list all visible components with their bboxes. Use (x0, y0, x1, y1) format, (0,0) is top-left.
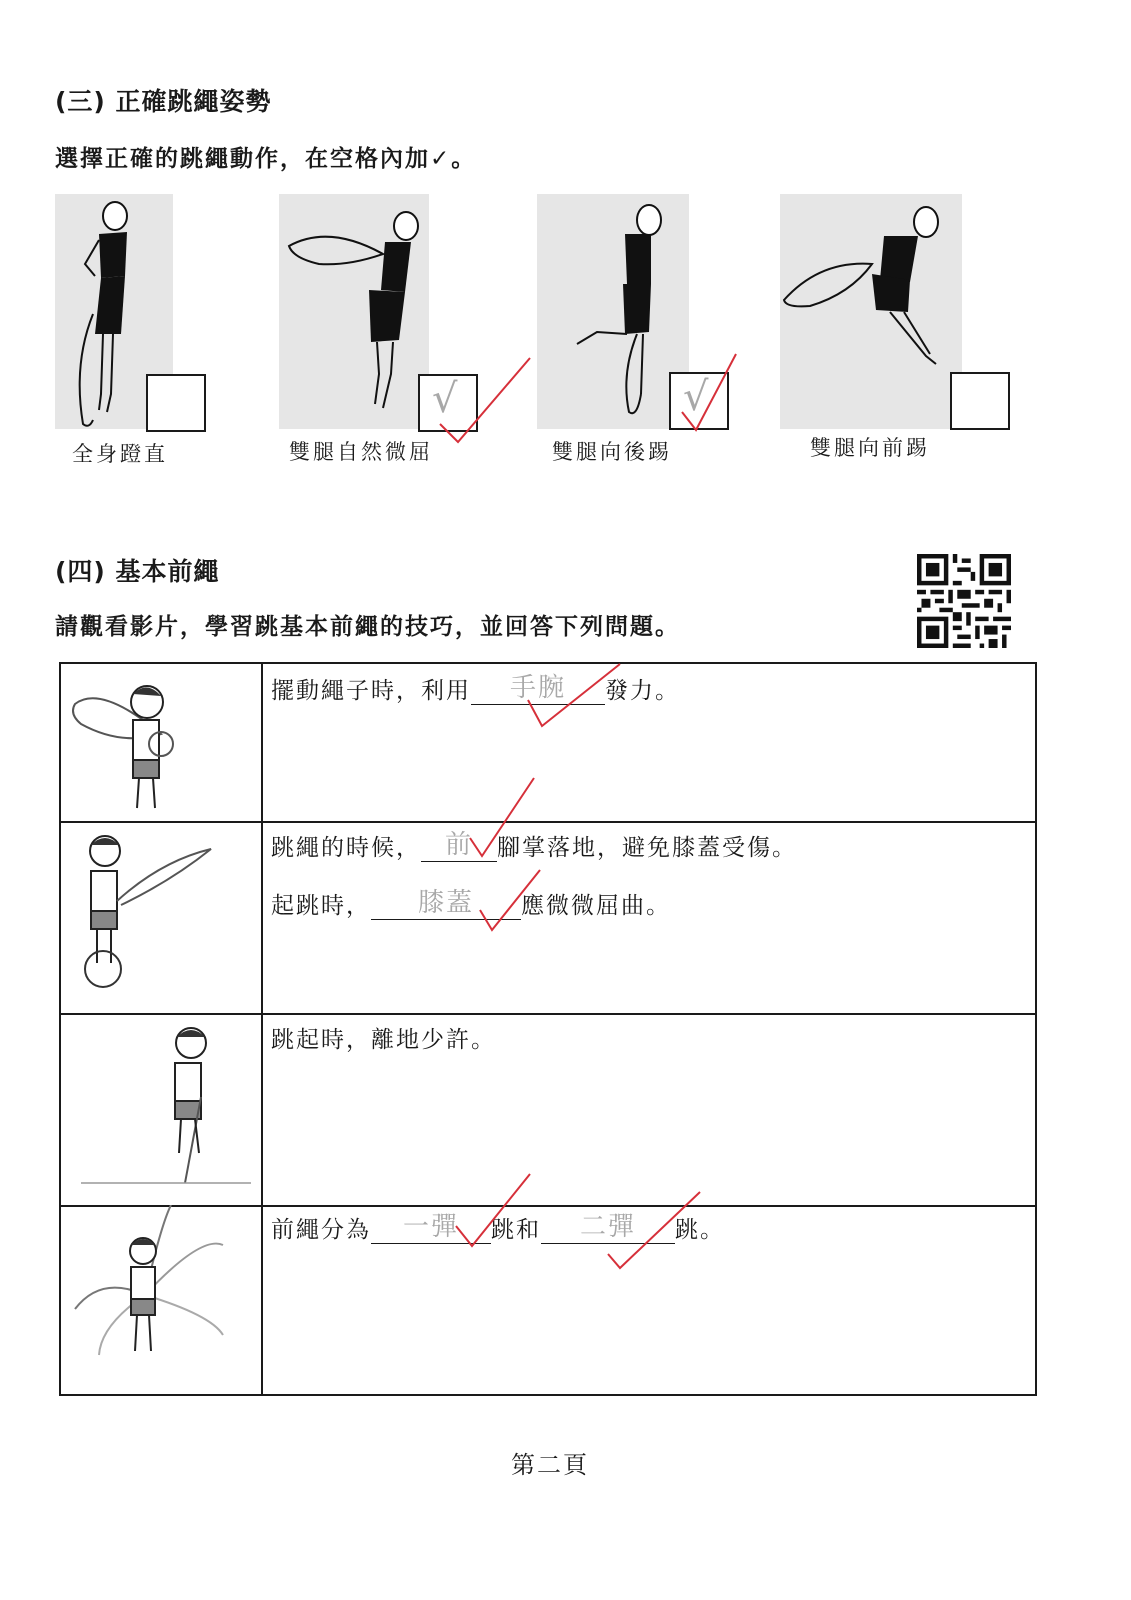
section4-instruction: 請觀看影片，學習跳基本前繩的技巧，並回答下列問題。 (55, 614, 680, 640)
section3-instruction: 選擇正確的跳繩動作，在空格內加✓。 (55, 146, 477, 172)
caption-straight-body: 全身蹬直 (72, 442, 168, 466)
figure-kick-back (537, 194, 689, 429)
question-text: 前繩分為 一彈 跳和 二彈 跳。 (271, 1212, 725, 1243)
section4-heading: (四) 基本前繩 (55, 557, 220, 586)
caption-kick-front: 雙腿向前踢 (810, 436, 930, 460)
answer-blank[interactable]: 前 (421, 833, 497, 862)
answer-blank[interactable]: 膝蓋 (371, 891, 521, 920)
answer-blank[interactable]: 手腕 (471, 676, 605, 705)
table-row (61, 821, 1035, 1015)
row-illustration (61, 1205, 263, 1394)
question-text: 擺動繩子時，利用 手腕 發力。 (271, 673, 680, 704)
qr-code[interactable] (917, 554, 1011, 648)
child-swinging-rope-icon (61, 664, 261, 821)
child-landing-icon (61, 821, 261, 1013)
jumper-illustration (537, 194, 689, 429)
question-text: 起跳時， 膝蓋 應微微屈曲。 (271, 888, 671, 919)
table-row (61, 664, 1035, 823)
question-text: 跳繩的時候， 前 腳掌落地，避免膝蓋受傷。 (271, 830, 797, 861)
table-row (61, 1205, 1035, 1394)
figure-knees-bent (279, 194, 429, 429)
checkbox-kick-front[interactable] (950, 372, 1010, 430)
figure-kick-front (780, 194, 962, 429)
section3-heading: (三) 正確跳繩姿勢 (55, 87, 272, 116)
checkbox-knees-bent[interactable] (418, 374, 478, 432)
caption-knees-bent: 雙腿自然微屈 (289, 440, 433, 464)
table-row (61, 1013, 1035, 1207)
technique-table (59, 662, 1037, 1396)
row-illustration (61, 664, 263, 821)
caption-kick-back: 雙腿向後踢 (552, 440, 672, 464)
question-text: 跳起時，離地少許。 (271, 1027, 496, 1053)
row-illustration (61, 1013, 263, 1205)
page-number: 第二頁 (511, 1451, 589, 1479)
answer-blank[interactable]: 二彈 (541, 1215, 675, 1244)
checkbox-straight-body[interactable] (146, 374, 206, 432)
handwritten-check: √ (683, 374, 709, 420)
checkbox-kick-back[interactable] (669, 372, 729, 430)
jumper-illustration (279, 194, 429, 429)
child-jumping-icon (61, 1013, 261, 1205)
handwritten-check: √ (432, 376, 458, 422)
row-illustration (61, 821, 263, 1013)
jumper-illustration (780, 194, 962, 429)
child-rope-rotation-icon (61, 1205, 261, 1394)
answer-blank[interactable]: 一彈 (371, 1215, 491, 1244)
